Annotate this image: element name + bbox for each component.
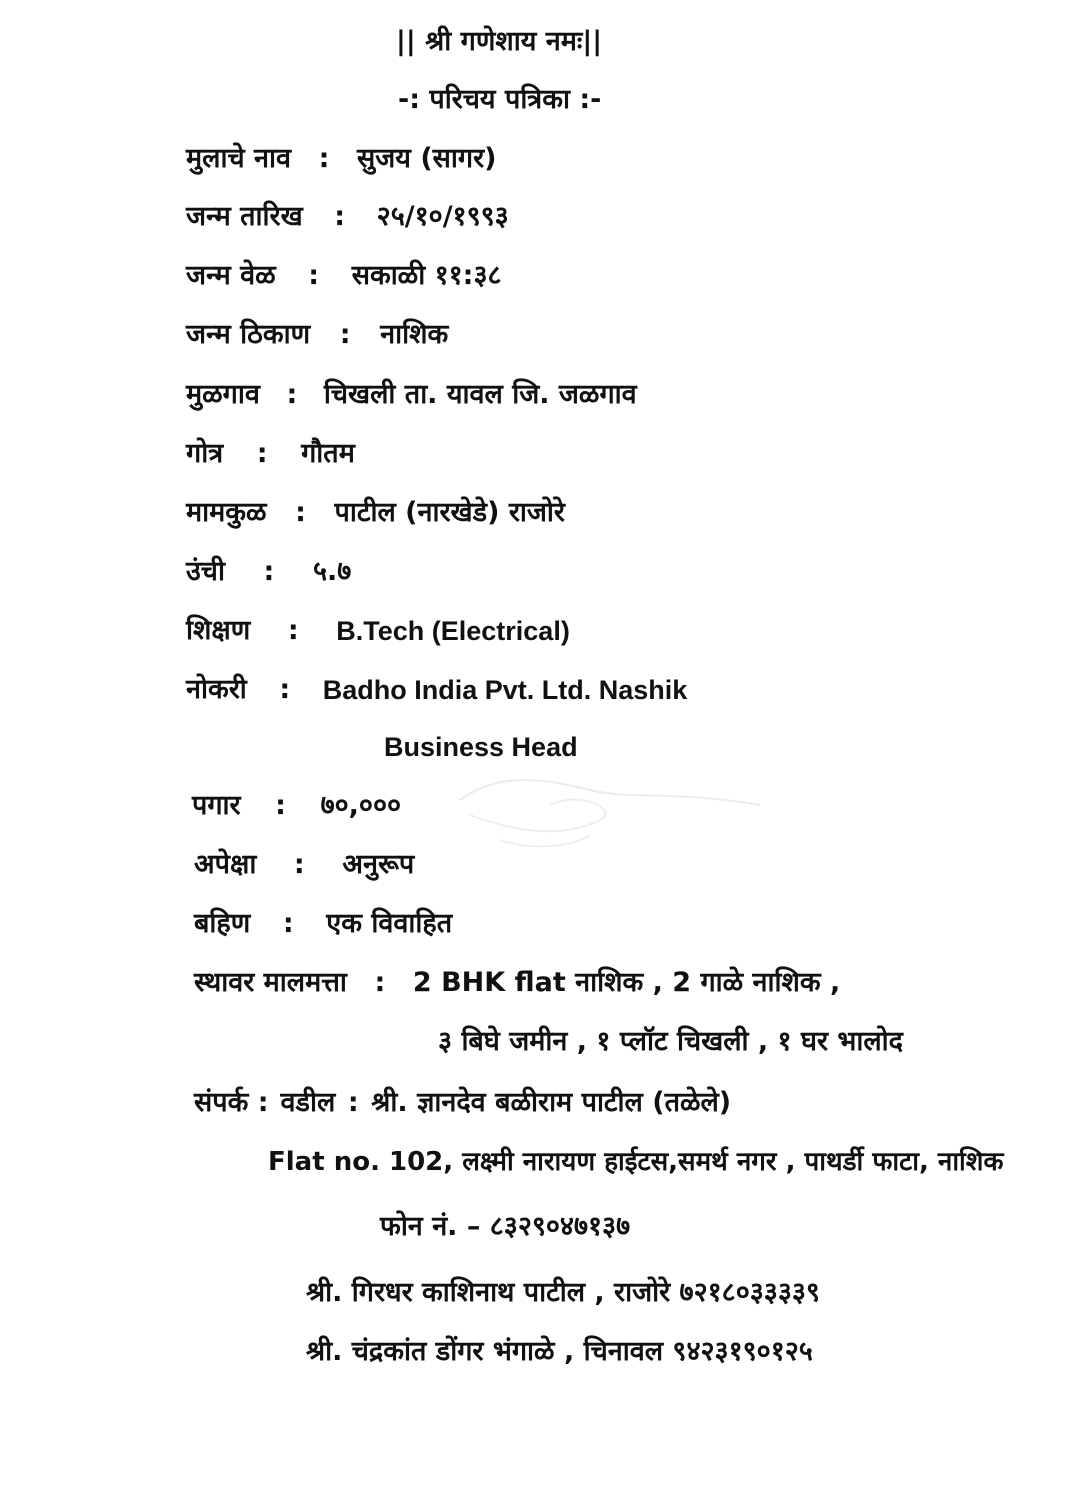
field-birth-date — [186, 199, 509, 235]
field-colon: : — [256, 438, 268, 469]
field-label: पगार — [192, 790, 241, 821]
reference-2: श्री. चंद्रकांत डोंगर भंगाळे , चिनावल ९४२३१९०१२५ — [306, 1336, 813, 1367]
field-value: Badho India Pvt. Ltd. Nashik — [322, 675, 688, 705]
field-label: मुलाचे नाव — [186, 143, 291, 174]
field-value: ५.७ — [312, 556, 352, 587]
scribble-mark — [440, 760, 770, 860]
field-colon: : — [287, 615, 299, 646]
field-colon: : — [293, 849, 305, 880]
field-colon: : — [286, 379, 298, 410]
field-label: जन्म ठिकाण — [186, 319, 311, 350]
field-job-designation: Business Head — [384, 732, 578, 762]
invocation-heading: || श्री गणेशाय नमः|| — [396, 26, 603, 57]
field-value: अनुरूप — [342, 849, 415, 880]
field-colon: : — [279, 674, 291, 705]
field-education — [186, 613, 570, 649]
contact-address: Flat no. 102, लक्ष्मी नारायण हाईटस,समर्थ नगर , पाथर्डी फाटा, नाशिक — [268, 1147, 1004, 1177]
field-value: B.Tech (Electrical) — [336, 616, 570, 646]
field-value: २५/१०/१९९३ — [376, 201, 509, 232]
field-label: गोत्र — [186, 438, 224, 469]
father-label: वडील — [280, 1087, 336, 1118]
field-mamkul — [186, 495, 565, 531]
field-name — [186, 141, 497, 177]
father-name: श्री. ज्ञानदेव बळीराम पाटील (तळेले) — [371, 1087, 732, 1118]
field-label: मामकुळ — [186, 497, 267, 528]
contact-label: संपर्क : — [194, 1087, 269, 1118]
field-value: ७०,००० — [320, 790, 402, 821]
field-colon: : — [334, 201, 346, 232]
contact-father — [194, 1085, 731, 1121]
field-colon: : — [263, 556, 275, 587]
page-title: -: परिचय पत्रिका :- — [398, 84, 602, 115]
field-expectation — [194, 847, 414, 883]
field-birth-time — [186, 258, 502, 294]
field-job — [186, 672, 687, 708]
field-colon: : — [339, 319, 351, 350]
field-label: बहिण — [194, 908, 251, 939]
field-colon: : — [374, 967, 386, 998]
field-label: जन्म तारिख — [186, 201, 303, 232]
reference-1: श्री. गिरधर काशिनाथ पाटील , राजोरे ७२१८०३३३३९ — [306, 1277, 820, 1308]
field-property — [194, 965, 840, 1001]
field-colon: : — [308, 260, 320, 291]
field-label: मुळगाव — [186, 379, 260, 410]
field-salary — [192, 788, 401, 824]
field-value: चिखली ता. यावल जि. जळगाव — [323, 379, 637, 410]
contact-phone: फोन नं. – ८३२९०४७१३७ — [380, 1211, 631, 1242]
field-colon: : — [318, 143, 330, 174]
field-property-line2: ३ बिघे जमीन , १ प्लॉट चिखली , १ घर भालोद — [438, 1026, 903, 1057]
field-value: 2 BHK flat नाशिक , 2 गाळे नाशिक , — [412, 967, 841, 998]
field-label: स्थावर मालमत्ता — [194, 967, 347, 998]
field-value: एक विवाहित — [326, 908, 453, 939]
field-birth-place — [186, 317, 448, 353]
field-sister — [194, 906, 452, 942]
field-label: शिक्षण — [186, 615, 251, 646]
field-label: अपेक्षा — [194, 849, 257, 880]
field-label: नोकरी — [186, 674, 247, 705]
field-value: सकाळी ११:३८ — [351, 260, 502, 291]
field-value: पाटील (नारखेडे) राजोरे — [334, 497, 565, 528]
field-label: उंची — [186, 556, 225, 587]
field-height — [186, 554, 351, 590]
field-native-place — [186, 377, 637, 413]
field-colon: : — [275, 790, 286, 821]
field-colon: : — [282, 908, 294, 939]
field-colon: : — [347, 1087, 359, 1118]
field-value: सुजय (सागर) — [356, 143, 497, 174]
field-value: गौतम — [301, 438, 355, 469]
field-gotra — [186, 436, 355, 472]
field-label: जन्म वेळ — [186, 260, 276, 291]
field-value: नाशिक — [380, 319, 449, 350]
field-colon: : — [295, 497, 306, 528]
